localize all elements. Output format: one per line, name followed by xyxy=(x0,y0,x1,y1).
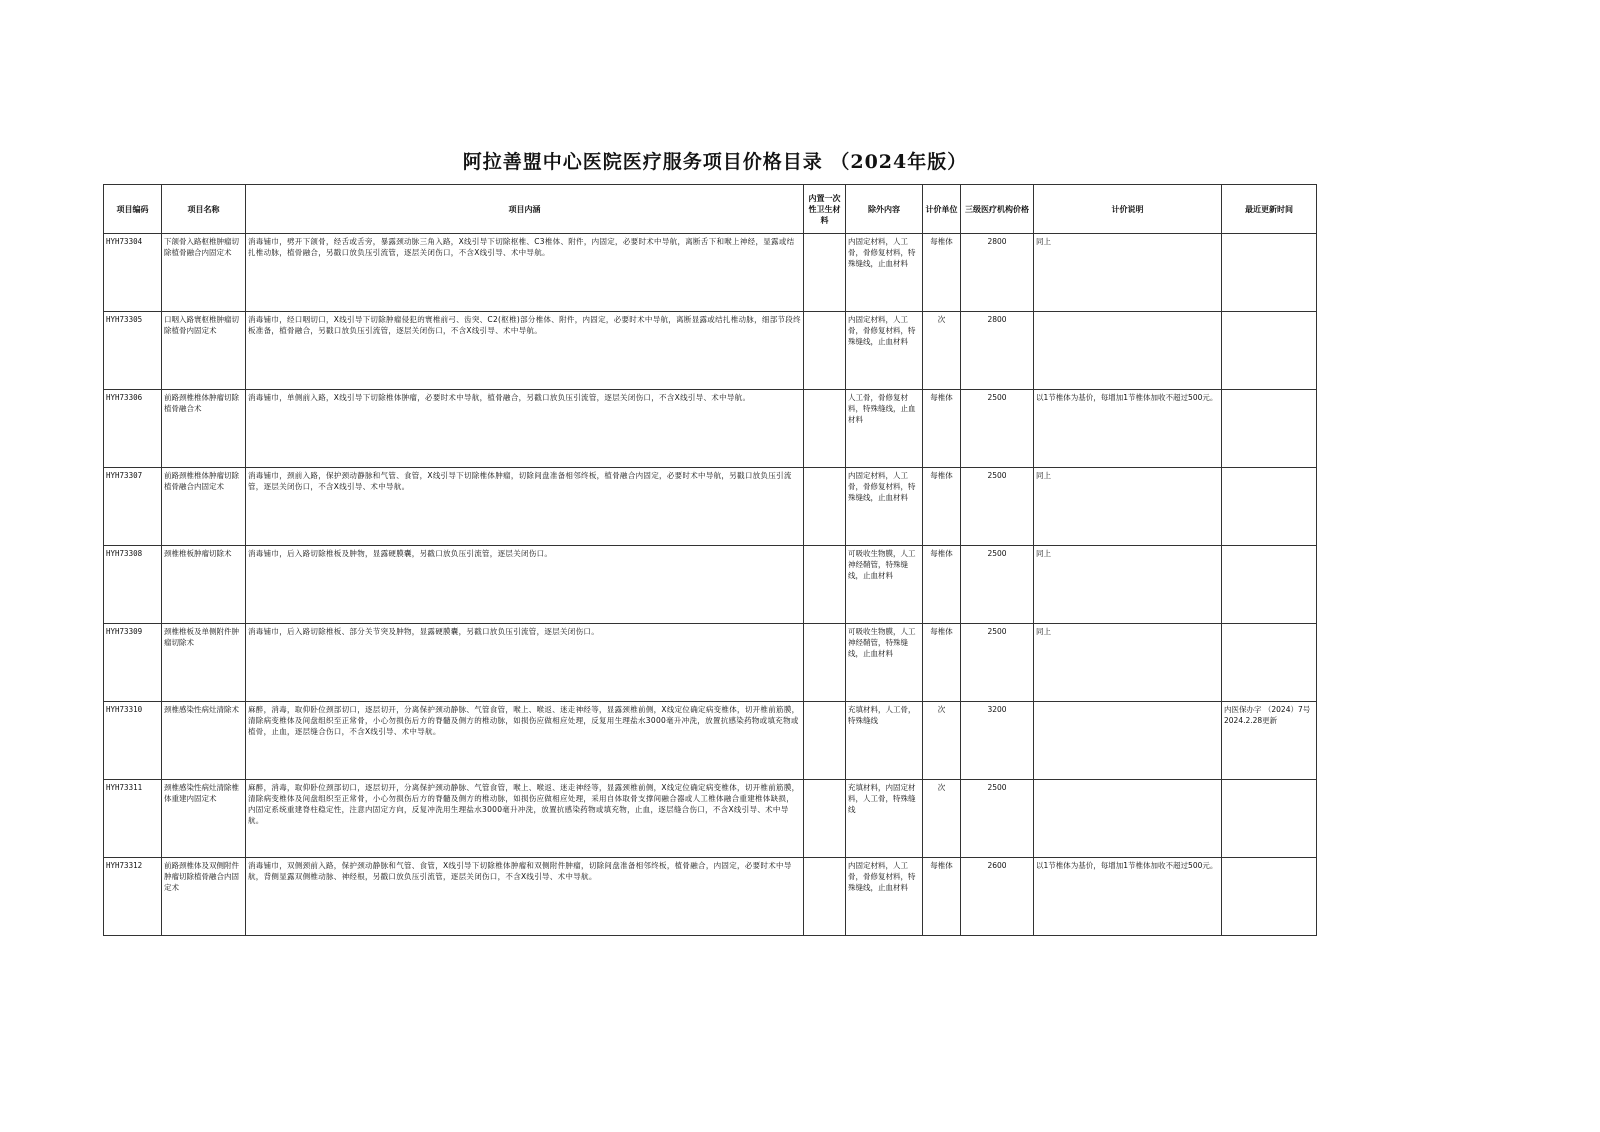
cell-unit: 次 xyxy=(923,312,961,390)
cell-exclusion: 人工骨，骨修复材料，特殊缝线，止血材料 xyxy=(846,390,923,468)
cell-unit: 次 xyxy=(923,780,961,858)
cell-content: 麻醉，消毒，取仰卧位颈部切口，逐层切开，分离保护颈动静脉、气管食管，喉上、喉返、迷走神经等，显露颈椎前侧，X线定位确定病变椎体，切开椎前筋膜，清除病变椎体及间盘组织至正常骨，小心勿损伤后方的脊髓及侧方的椎动脉，如损伤应做相应处理，反复用生理盐水3000毫升冲洗，放置抗感染药物或填充物或植骨，止血，逐层缝合伤口，不含X线引导、术中导航。 xyxy=(246,702,804,780)
cell-consumable xyxy=(804,312,846,390)
cell-note: 以1节椎体为基价，每增加1节椎体加收不超过500元。 xyxy=(1034,858,1222,936)
cell-updated xyxy=(1222,780,1317,858)
cell-exclusion: 内固定材料，人工骨，骨修复材料，特殊缝线，止血材料 xyxy=(846,312,923,390)
cell-content: 消毒铺巾，经口咽切口，X线引导下切除肿瘤侵犯的寰椎前弓、齿突、C2(枢椎)部分椎体、附件，内固定，必要时术中导航，离断显露或结扎椎动脉，细部节段终板准备，植骨融合，另戳口放负压引流管，逐层关闭伤口，不含X线引导、术中导航。 xyxy=(246,312,804,390)
table-row xyxy=(104,468,1317,546)
price-table xyxy=(103,184,1317,936)
cell-note xyxy=(1034,780,1222,858)
table-row xyxy=(104,312,1317,390)
cell-price: 2500 xyxy=(961,468,1034,546)
header-exclusion: 除外内容 xyxy=(846,185,923,234)
cell-content: 消毒铺巾，单侧前入路，X线引导下切除椎体肿瘤，必要时术中导航，植骨融合，另戳口放负压引流管，逐层关闭伤口，不含X线引导、术中导航。 xyxy=(246,390,804,468)
cell-updated xyxy=(1222,468,1317,546)
table-row xyxy=(104,624,1317,702)
cell-note: 同上 xyxy=(1034,546,1222,624)
cell-price: 3200 xyxy=(961,702,1034,780)
cell-consumable xyxy=(804,624,846,702)
cell-code: HYH73312 xyxy=(104,858,162,936)
table-row xyxy=(104,702,1317,780)
cell-content: 消毒铺巾，双侧颈前入路，保护颈动静脉和气管、食管，X线引导下切除椎体肿瘤和双侧附件肿瘤，切除间盘准备相邻终板，植骨融合，内固定，必要时术中导航，背侧显露双侧椎动脉、神经根，另戳口放负压引流管，逐层关闭伤口，不含X线引导、术中导航。 xyxy=(246,858,804,936)
cell-exclusion: 充填材料，人工骨，特殊缝线 xyxy=(846,702,923,780)
cell-name: 颈椎椎板及单侧附件肿瘤切除术 xyxy=(162,624,246,702)
cell-price: 2500 xyxy=(961,390,1034,468)
cell-exclusion: 可吸收生物膜，人工神经鞘管，特殊缝线，止血材料 xyxy=(846,546,923,624)
cell-note: 同上 xyxy=(1034,624,1222,702)
cell-updated xyxy=(1222,234,1317,312)
cell-consumable xyxy=(804,390,846,468)
page-title: 阿拉善盟中心医院医疗服务项目价格目录 （2024年版） xyxy=(462,151,968,173)
cell-updated xyxy=(1222,624,1317,702)
table-body xyxy=(104,234,1317,936)
cell-updated: 内医保办字 （2024）7号 2024.2.28更新 xyxy=(1222,702,1317,780)
header-content: 项目内涵 xyxy=(246,185,804,234)
cell-code: HYH73307 xyxy=(104,468,162,546)
cell-name: 口咽入路寰枢椎肿瘤切除植骨内固定术 xyxy=(162,312,246,390)
cell-consumable xyxy=(804,858,846,936)
cell-unit: 每椎体 xyxy=(923,468,961,546)
cell-name: 前路颈椎体及双侧附件肿瘤切除植骨融合内固定术 xyxy=(162,858,246,936)
cell-exclusion: 可吸收生物膜，人工神经鞘管，特殊缝线，止血材料 xyxy=(846,624,923,702)
table-row xyxy=(104,546,1317,624)
cell-content: 消毒铺巾，颈前入路，保护颈动静脉和气管、食管，X线引导下切除椎体肿瘤，切除间盘准备相邻终板，植骨融合内固定，必要时术中导航，另戳口放负压引流管，逐层关闭伤口，不含X线引导、术中导航。 xyxy=(246,468,804,546)
cell-price: 2500 xyxy=(961,780,1034,858)
cell-name: 颈椎椎板肿瘤切除术 xyxy=(162,546,246,624)
cell-code: HYH73304 xyxy=(104,234,162,312)
cell-content: 消毒铺巾，劈开下颌骨，经舌或舌旁，暴露颈动脉三角入路，X线引导下切除枢椎、C3椎体、附件，内固定，必要时术中导航，离断舌下和喉上神经，显露或结扎椎动脉，植骨融合，另戳口放负压引流管，逐层关闭伤口，不含X线引导、术中导航。 xyxy=(246,234,804,312)
header-consumable: 内置一次性卫生材料 xyxy=(804,185,846,234)
cell-note xyxy=(1034,312,1222,390)
cell-price: 2600 xyxy=(961,858,1034,936)
cell-note: 同上 xyxy=(1034,234,1222,312)
cell-code: HYH73309 xyxy=(104,624,162,702)
cell-price: 2800 xyxy=(961,234,1034,312)
cell-content: 麻醉，消毒，取仰卧位颈部切口，逐层切开，分离保护颈动静脉、气管食管，喉上、喉返、迷走神经等，显露颈椎前侧，X线定位确定病变椎体，切开椎前筋膜，清除病变椎体及间盘组织至正常骨，小心勿损伤后方的脊髓及侧方的椎动脉，如损伤应做相应处理，采用自体取骨支撑间融合器或人工椎体融合重建椎体缺损，内固定系统重建脊柱稳定性，注意内固定方向，反复冲洗用生理盐水3000毫升冲洗，放置抗感染药物或填充物，止血，逐层缝合伤口，不含X线引导、术中导航。 xyxy=(246,780,804,858)
cell-unit: 每椎体 xyxy=(923,234,961,312)
cell-name: 颈椎感染性病灶清除椎体重建内固定术 xyxy=(162,780,246,858)
cell-exclusion: 内固定材料，人工骨，骨修复材料，特殊缝线，止血材料 xyxy=(846,468,923,546)
cell-updated xyxy=(1222,312,1317,390)
cell-content: 消毒铺巾，后入路切除椎板及肿物，显露硬膜囊，另戳口放负压引流管，逐层关闭伤口。 xyxy=(246,546,804,624)
cell-consumable xyxy=(804,546,846,624)
header-unit: 计价单位 xyxy=(923,185,961,234)
cell-updated xyxy=(1222,546,1317,624)
cell-note: 同上 xyxy=(1034,468,1222,546)
cell-unit: 每椎体 xyxy=(923,390,961,468)
header-name: 项目名称 xyxy=(162,185,246,234)
cell-content: 消毒铺巾，后入路切除椎板、部分关节突及肿物，显露硬膜囊，另戳口放负压引流管，逐层关闭伤口。 xyxy=(246,624,804,702)
cell-name: 前路颈椎椎体肿瘤切除植骨融合术 xyxy=(162,390,246,468)
cell-code: HYH73306 xyxy=(104,390,162,468)
cell-note xyxy=(1034,702,1222,780)
cell-price: 2500 xyxy=(961,546,1034,624)
table-row xyxy=(104,780,1317,858)
header-price: 三级医疗机构价格 xyxy=(961,185,1034,234)
header-note: 计价说明 xyxy=(1034,185,1222,234)
cell-consumable xyxy=(804,234,846,312)
table-row xyxy=(104,234,1317,312)
cell-code: HYH73310 xyxy=(104,702,162,780)
cell-exclusion: 内固定材料，人工骨，骨修复材料，特殊缝线，止血材料 xyxy=(846,858,923,936)
header-updated: 最近更新时间 xyxy=(1222,185,1317,234)
table-row xyxy=(104,390,1317,468)
cell-updated xyxy=(1222,390,1317,468)
cell-name: 颈椎感染性病灶清除术 xyxy=(162,702,246,780)
cell-note: 以1节椎体为基价，每增加1节椎体加收不超过500元。 xyxy=(1034,390,1222,468)
cell-code: HYH73308 xyxy=(104,546,162,624)
table-header-row xyxy=(104,185,1317,234)
cell-price: 2500 xyxy=(961,624,1034,702)
header-code: 项目编码 xyxy=(104,185,162,234)
cell-consumable xyxy=(804,468,846,546)
table-row xyxy=(104,858,1317,936)
cell-code: HYH73305 xyxy=(104,312,162,390)
cell-unit: 次 xyxy=(923,702,961,780)
cell-name: 前路颈椎椎体肿瘤切除植骨融合内固定术 xyxy=(162,468,246,546)
cell-code: HYH73311 xyxy=(104,780,162,858)
cell-unit: 每椎体 xyxy=(923,858,961,936)
cell-unit: 每椎体 xyxy=(923,546,961,624)
cell-consumable xyxy=(804,780,846,858)
cell-name: 下颌骨入路枢椎肿瘤切除植骨融合内固定术 xyxy=(162,234,246,312)
cell-exclusion: 内固定材料，人工骨，骨修复材料，特殊缝线，止血材料 xyxy=(846,234,923,312)
cell-updated xyxy=(1222,858,1317,936)
cell-unit: 每椎体 xyxy=(923,624,961,702)
cell-price: 2800 xyxy=(961,312,1034,390)
cell-exclusion: 充填材料，内固定材料，人工骨，特殊缝线 xyxy=(846,780,923,858)
cell-consumable xyxy=(804,702,846,780)
